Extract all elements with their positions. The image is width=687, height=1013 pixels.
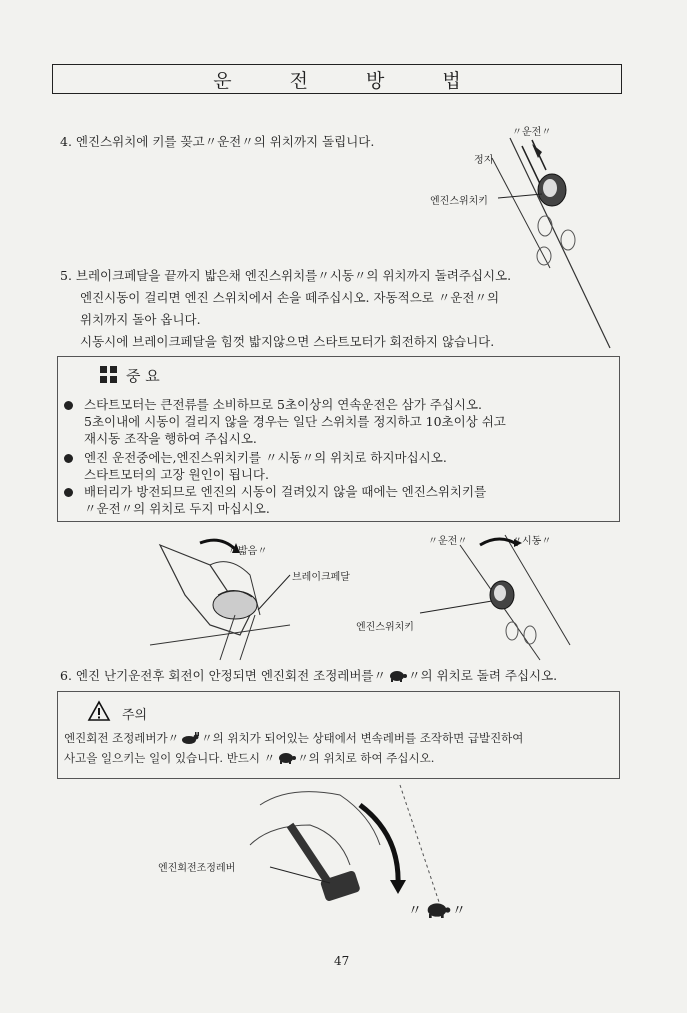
step6-text-b: 〃의 위치로 돌려 주십시오.	[408, 668, 558, 683]
bullet-dot-icon	[64, 401, 73, 410]
step5-line4: 시동시에 브레이크페달을 힘껏 밟지않으면 스타트모터가 회전하지 않습니다.	[80, 334, 495, 349]
important-b2-l1: 엔진 운전중에는,엔진스위치키를 〃시동〃의 위치로 하지마십시오.	[84, 450, 447, 465]
bullet-dot-icon	[64, 488, 73, 497]
step6-line	[60, 666, 557, 686]
turtle-icon	[422, 902, 452, 918]
fig2-start-label: 〃시동〃	[512, 536, 552, 547]
fig2-run-label: 〃운전〃	[428, 536, 468, 547]
fig3-quote-close: 〃	[452, 903, 466, 919]
fig1-run-label: 〃운전〃	[512, 127, 552, 138]
step5-line1: 5. 브레이크페달을 끝까지 밟은채 엔진스위치를〃시동〃의 위치까지 돌려주십시오.	[60, 268, 512, 283]
important-b2-l2: 스타트모터의 고장 원인이 됩니다.	[84, 467, 269, 482]
important-b3-l1: 배터리가 방전되므로 엔진의 시동이 걸려있지 않을 때에는 엔진스위치키를	[84, 484, 487, 499]
important-b1-l1: 스타트모터는 큰전류를 소비하므로 5초이상의 연속운전은 삼가 주십시오.	[84, 397, 483, 412]
brake-pedal-figure	[140, 535, 300, 665]
fig2-press-label: 〃밟음〃	[228, 546, 268, 557]
key-switch-figure	[490, 118, 610, 268]
bullet-dot-icon	[64, 454, 73, 463]
fig3-quote-open: 〃	[408, 903, 422, 919]
important-b1-l3: 재시동 조작을 행하여 주십시오.	[84, 431, 257, 446]
caution-l1-a: 엔진회전 조정레버가〃	[64, 731, 180, 745]
fig2-key-label: 엔진스위치키	[356, 622, 414, 633]
caution-l1-b: 〃의 위치가 되어있는 상태에서 변속레버를 조작하면 급발진하여	[201, 731, 524, 745]
fig1-stop-label: 정지	[474, 155, 494, 166]
important-b3-l2: 〃운전〃의 위치로 두지 마십시오.	[84, 501, 270, 516]
important-heading: 중 요	[126, 367, 160, 385]
caution-line2	[64, 748, 434, 768]
important-b1-l2: 5초이내에 시동이 걸리지 않을 경우는 일단 스위치를 정지하고 10초이상 쉬고	[84, 414, 506, 429]
caution-heading: 주의	[122, 708, 148, 723]
fig2-brake-label: 브레이크페달	[292, 572, 350, 583]
step6-text-a: 6. 엔진 난기운전후 회전이 안정되면 엔진회전 조정레버를〃	[60, 668, 386, 683]
caution-l2-a: 사고을 일으키는 일이 있습니다. 반드시 〃	[64, 751, 276, 765]
fig3-turtle-mark	[408, 900, 466, 920]
page-title: 운 전 방 법	[213, 69, 487, 92]
fig1-key-label: 엔진스위치키	[430, 196, 488, 207]
important-squares-icon	[100, 366, 120, 386]
step5-line3: 위치까지 돌아 옵니다.	[80, 312, 201, 327]
caution-line1	[64, 728, 523, 748]
step4-text: 4. 엔진스위치에 키를 꽂고〃운전〃의 위치까지 돌립니다.	[60, 134, 375, 149]
title-box	[52, 64, 622, 94]
key-switch-figure-2	[450, 535, 570, 660]
turtle-icon	[386, 670, 408, 682]
turtle-icon	[275, 752, 297, 764]
caution-l2-b: 〃의 위치로 하여 주십시오.	[297, 751, 435, 765]
fig3-lever-label: 엔진회전조정레버	[158, 863, 236, 874]
rabbit-icon	[179, 732, 201, 744]
warning-triangle-icon	[88, 701, 110, 721]
step5-line2: 엔진시동이 걸리면 엔진 스위치에서 손을 떼주십시오. 자동적으로 〃운전〃의	[80, 290, 500, 305]
page-number: 47	[334, 954, 350, 968]
